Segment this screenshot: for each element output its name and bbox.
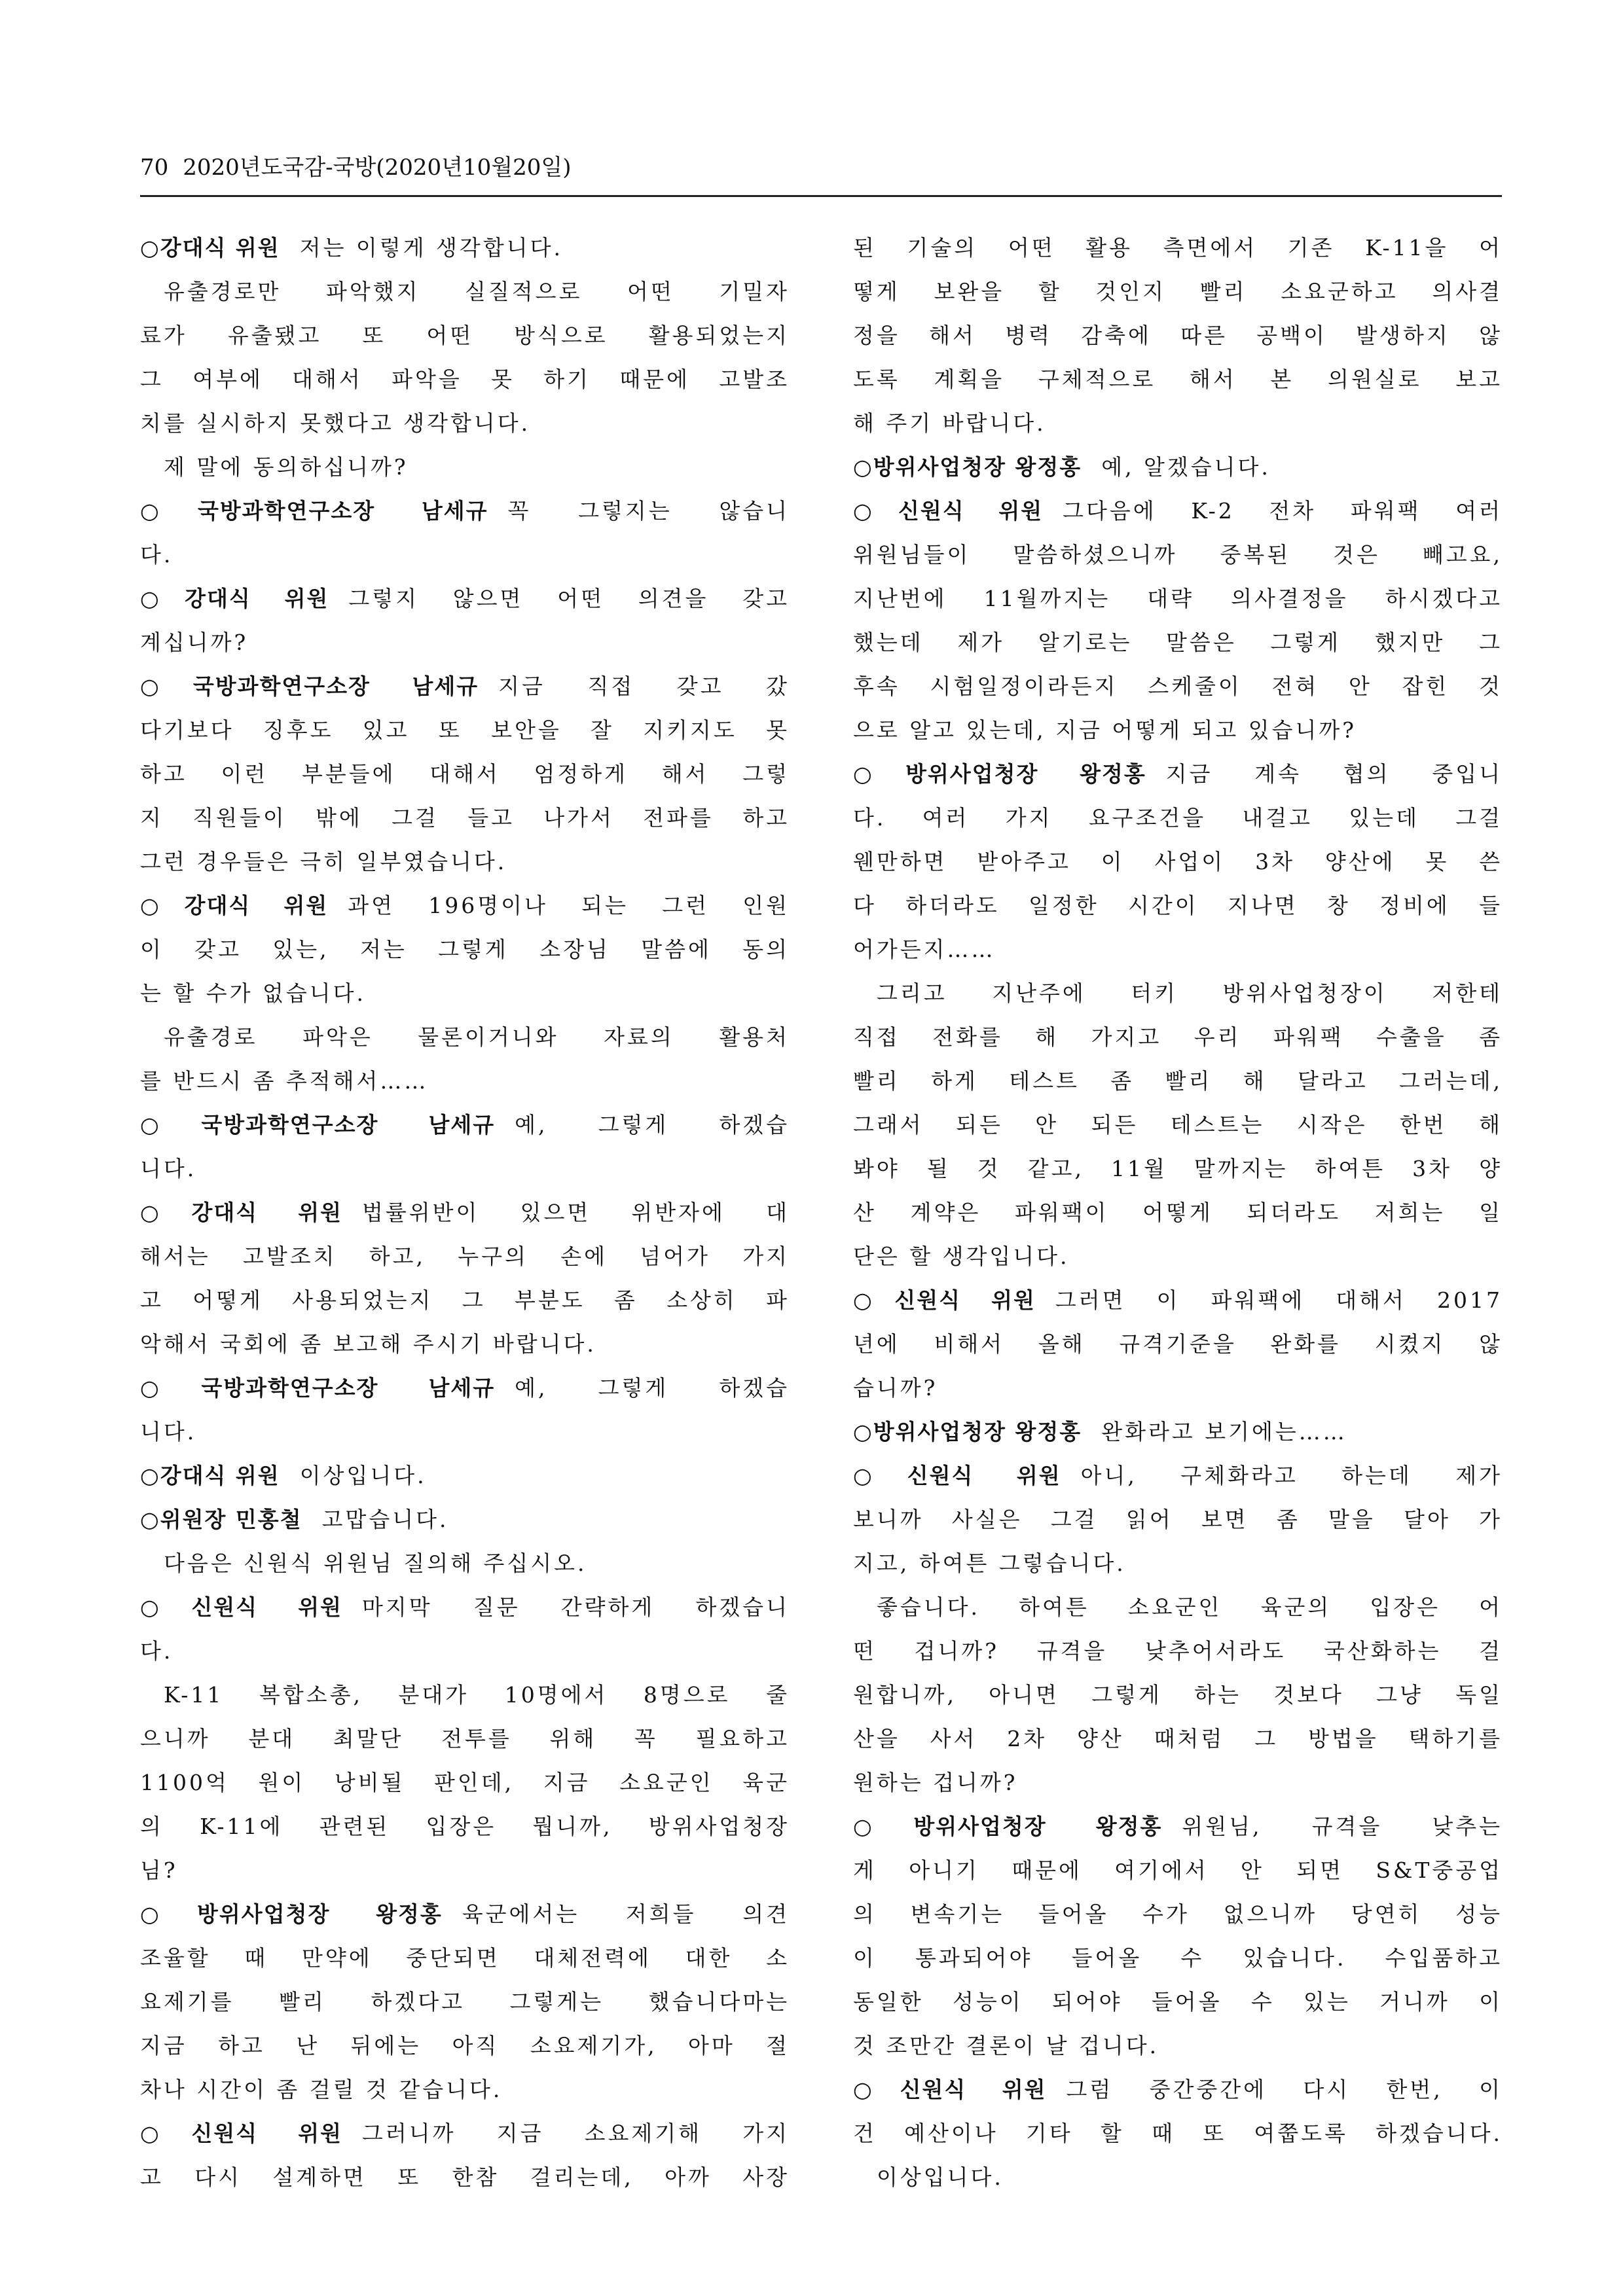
- line-text: 떻게 보완을 할 것인지 빨리 소요군하고 의사결: [853, 279, 1503, 304]
- line-text: 단은 할 생각입니다.: [853, 1244, 1070, 1269]
- line-text: 했는데 제가 알기로는 말씀은 그렇게 했지만 그: [853, 630, 1503, 655]
- line-text: 위원님, 규격을 낮추는: [1182, 1814, 1503, 1839]
- text-line: [853, 1629, 1503, 1673]
- text-line: [140, 1234, 790, 1278]
- text-line: [853, 1059, 1503, 1103]
- text-line: [853, 708, 1503, 752]
- line-text: 그럼 중간중간에 다시 한번, 이: [1066, 2077, 1503, 2102]
- speaker-name: ○강대식 위원: [140, 1200, 343, 1225]
- text-line: [140, 314, 790, 357]
- line-text: 차나 시간이 좀 걸릴 것 같습니다.: [140, 2077, 503, 2102]
- line-text: 다. 여러 가지 요구조건을 내걸고 있는데 그걸: [853, 805, 1503, 831]
- line-text: 과연 196명이나 되는 그런 인원: [348, 893, 790, 918]
- text-line: [853, 620, 1503, 664]
- text-line: [140, 884, 790, 927]
- text-line: [853, 270, 1503, 314]
- line-text: 원합니까, 아니면 그렇게 하는 것보다 그냥 독일: [853, 1682, 1503, 1708]
- line-text: 다기보다 징후도 있고 또 보안을 잘 지키지도 못: [140, 717, 790, 743]
- line-text: 님?: [140, 1857, 178, 1883]
- line-text: 니다.: [140, 1156, 197, 1181]
- text-line: [140, 1717, 790, 1761]
- text-line: [140, 270, 790, 314]
- text-line: [853, 1147, 1503, 1191]
- line-text: 이 통과되어야 들어올 수 있습니다. 수입품하고: [853, 1945, 1503, 1971]
- text-line: [140, 2111, 790, 2155]
- line-text: 웬만하면 받아주고 이 사업이 3차 양산에 못 쓴: [853, 849, 1503, 874]
- text-line: [140, 533, 790, 577]
- text-line: [140, 2024, 790, 2068]
- text-line: [140, 1103, 790, 1147]
- line-text: 그다음에 K-2 전차 파워팩 여러: [1063, 498, 1503, 524]
- speaker-name: ○신원식 위원: [140, 1594, 343, 1620]
- line-text: 습니까?: [853, 1375, 938, 1401]
- line-text: 를 반드시 좀 추적해서……: [140, 1068, 429, 1094]
- text-line: [140, 796, 790, 840]
- text-line: [140, 1629, 790, 1673]
- line-text: 예, 알겠습니다.: [1101, 454, 1271, 480]
- page-header: [140, 149, 571, 181]
- line-text: 다.: [140, 1638, 173, 1664]
- header-divider: [140, 195, 1502, 197]
- text-line: [140, 1673, 790, 1717]
- text-line: [853, 314, 1503, 357]
- speaker-name: ○방위사업청장 왕정홍: [853, 761, 1146, 787]
- text-line: [853, 884, 1503, 927]
- line-text: 보니까 사실은 그걸 읽어 보면 좀 말을 달아 가: [853, 1507, 1503, 1532]
- line-text: 으로 알고 있는데, 지금 어떻게 되고 있습니까?: [853, 717, 1357, 743]
- text-line: [853, 1322, 1503, 1366]
- text-line: [140, 1015, 790, 1059]
- line-text: 치를 실시하지 못했다고 생각합니다.: [140, 410, 531, 436]
- line-text: 이상입니다.: [877, 2164, 1004, 2190]
- text-line: [853, 1191, 1503, 1234]
- line-text: 빨리 하게 테스트 좀 빨리 해 달라고 그러는데,: [853, 1068, 1503, 1094]
- text-line: [853, 1234, 1503, 1278]
- line-text: 지고, 하여튼 그렇습니다.: [853, 1551, 1126, 1576]
- line-text: 아니, 구체화라고 하는데 제가: [1080, 1463, 1503, 1488]
- text-line: [140, 401, 790, 445]
- line-text: 해서는 고발조치 하고, 누구의 손에 넘어가 가지: [140, 1244, 790, 1269]
- line-text: 건 예산이나 기타 할 때 또 여쭙도록 하겠습니다.: [853, 2121, 1503, 2146]
- text-line: [140, 489, 790, 533]
- text-line: [853, 1585, 1503, 1629]
- line-text: 지난번에 11월까지는 대략 의사결정을 하시겠다고: [853, 586, 1503, 611]
- line-text: 이 갖고 있는, 저는 그렇게 소장님 말씀에 동의: [140, 937, 790, 962]
- text-line: [853, 357, 1503, 401]
- speaker-name: ○방위사업청장 왕정홍: [853, 1419, 1082, 1444]
- text-line: [853, 1892, 1503, 1936]
- line-text: 그러면 이 파워팩에 대해서 2017: [1055, 1287, 1503, 1313]
- line-text: 된 기술의 어떤 활용 측면에서 기존 K-11을 어: [853, 235, 1503, 260]
- line-text: 것 조만간 결론이 날 겁니다.: [853, 2033, 1159, 2058]
- speaker-name: ○국방과학연구소장 남세규: [140, 498, 488, 524]
- text-line: [853, 2111, 1503, 2155]
- text-line: [140, 577, 790, 620]
- speaker-name: ○강대식 위원: [140, 586, 329, 611]
- text-line: [140, 1410, 790, 1454]
- text-line: [853, 1717, 1503, 1761]
- line-text: 떤 겁니까? 규격을 낮추어서라도 국산화하는 걸: [853, 1638, 1503, 1664]
- text-line: [140, 1936, 790, 1980]
- speaker-name: ○신원식 위원: [853, 498, 1044, 524]
- text-line: [140, 752, 790, 796]
- line-text: 이상입니다.: [299, 1463, 427, 1488]
- text-line: [853, 577, 1503, 620]
- speaker-name: ○신원식 위원: [853, 1287, 1036, 1313]
- text-line: [140, 357, 790, 401]
- line-text: 정을 해서 병력 감축에 따른 공백이 발생하지 않: [853, 323, 1503, 348]
- text-line: [140, 1541, 790, 1585]
- right-column: [853, 226, 1503, 2199]
- line-text: 위원님들이 말씀하셨으니까 중복된 것은 빼고요,: [853, 542, 1503, 567]
- text-line: [140, 927, 790, 971]
- line-text: 좋습니다. 하여튼 소요군인 육군의 입장은 어: [877, 1594, 1503, 1620]
- text-line: [853, 1498, 1503, 1541]
- text-line: [140, 1498, 790, 1541]
- line-text: 지금 직접 갖고 갔: [498, 673, 790, 699]
- text-line: [140, 971, 790, 1015]
- line-text: 그렇지 않으면 어떤 의견을 갖고: [348, 586, 790, 611]
- line-text: 지금 하고 난 뒤에는 아직 소요제기가, 아마 절: [140, 2033, 790, 2058]
- line-text: 고 어떻게 사용되었는지 그 부분도 좀 소상히 파: [140, 1287, 790, 1313]
- speaker-name: ○국방과학연구소장 남세규: [140, 1375, 496, 1401]
- line-text: 해 주기 바랍니다.: [853, 410, 1046, 436]
- line-text: 마지막 질문 간략하게 하겠습니: [362, 1594, 790, 1620]
- text-line: [140, 1892, 790, 1936]
- text-line: [853, 533, 1503, 577]
- line-text: 의 K-11에 관련된 입장은 뭡니까, 방위사업청장: [140, 1814, 790, 1839]
- text-line: [853, 1936, 1503, 1980]
- text-line: [853, 1410, 1503, 1454]
- text-line: [853, 1015, 1503, 1059]
- speaker-name: ○신원식 위원: [853, 2077, 1047, 2102]
- speaker-name: ○국방과학연구소장 남세규: [140, 1112, 496, 1138]
- line-text: 요제기를 빨리 하겠다고 그렇게는 했습니다마는: [140, 1989, 790, 2015]
- text-line: [140, 1366, 790, 1410]
- line-text: 그래서 되든 안 되든 테스트는 시작은 한번 해: [853, 1112, 1503, 1138]
- line-text: 봐야 될 것 같고, 11월 말까지는 하여튼 3차 양: [853, 1156, 1503, 1181]
- line-text: 니다.: [140, 1419, 197, 1444]
- line-text: 육군에서는 저희들 의견: [462, 1901, 790, 1927]
- line-text: 원하는 겁니까?: [853, 1770, 1018, 1795]
- line-text: 법률위반이 있으면 위반자에 대: [362, 1200, 790, 1225]
- text-line: [140, 708, 790, 752]
- line-text: 는 할 수가 없습니다.: [140, 980, 366, 1006]
- text-line: [853, 1541, 1503, 1585]
- text-line: [140, 1278, 790, 1322]
- text-line: [140, 2155, 790, 2199]
- line-text: 지 직원들이 밖에 그걸 들고 나가서 전파를 하고: [140, 805, 790, 831]
- line-text: 게 아니기 때문에 여기에서 안 되면 S&T중공업: [853, 1857, 1503, 1883]
- line-text: 계십니까?: [140, 630, 249, 655]
- speaker-name: ○위원장 민홍철: [140, 1507, 302, 1532]
- speaker-name: ○방위사업청장 왕정홍: [853, 1814, 1163, 1839]
- speaker-name: ○강대식 위원: [140, 235, 280, 260]
- text-line: [140, 1322, 790, 1366]
- text-line: [853, 840, 1503, 884]
- line-text: 다음은 신원식 위원님 질의해 주십시오.: [164, 1551, 587, 1576]
- line-text: 산을 사서 2차 양산 때처럼 그 방법을 택하기를: [853, 1726, 1503, 1751]
- text-line: [140, 620, 790, 664]
- line-text: 고 다시 설계하면 또 한참 걸리는데, 아까 사장: [140, 2164, 790, 2190]
- speaker-name: ○방위사업청장 왕정홍: [140, 1901, 443, 1927]
- text-line: [140, 1454, 790, 1498]
- text-line: [853, 752, 1503, 796]
- text-line: [853, 1278, 1503, 1322]
- text-line: [853, 664, 1503, 708]
- line-text: 다 하더라도 일정한 시간이 지나면 창 정비에 들: [853, 893, 1503, 918]
- line-text: 그리고 지난주에 터키 방위사업청장이 저한테: [877, 980, 1503, 1006]
- text-line: [853, 401, 1503, 445]
- document-title: 2020년도국감-국방(2020년10월20일): [183, 154, 572, 181]
- line-text: 의 변속기는 들어올 수가 없으니까 당연히 성능: [853, 1901, 1503, 1927]
- line-text: 직접 전화를 해 가지고 우리 파워팩 수출을 좀: [853, 1024, 1503, 1050]
- text-line: [853, 1103, 1503, 1147]
- speaker-name: ○강대식 위원: [140, 893, 329, 918]
- text-line: [853, 1980, 1503, 2024]
- line-text: 악해서 국회에 좀 보고해 주시기 바랍니다.: [140, 1331, 596, 1357]
- text-line: [853, 1673, 1503, 1717]
- text-line: [140, 664, 790, 708]
- speaker-name: ○신원식 위원: [140, 2121, 343, 2146]
- text-line: [853, 971, 1503, 1015]
- line-text: 지금 계속 협의 중입니: [1165, 761, 1503, 787]
- line-text: 그 여부에 대해서 파악을 못 하기 때문에 고발조: [140, 367, 790, 392]
- text-line: [853, 1848, 1503, 1892]
- line-text: 꼭 그렇지는 않습니: [507, 498, 790, 524]
- line-text: 그러니까 지금 소요제기해 가지: [362, 2121, 790, 2146]
- text-line: [853, 796, 1503, 840]
- text-line: [853, 2068, 1503, 2111]
- speaker-name: ○방위사업청장 왕정홍: [853, 454, 1082, 480]
- text-line: [853, 226, 1503, 270]
- line-text: 조율할 때 만약에 중단되면 대체전력에 대한 소: [140, 1945, 790, 1971]
- text-line: [853, 1366, 1503, 1410]
- page-number: 70: [140, 154, 169, 181]
- speaker-name: ○강대식 위원: [140, 1463, 280, 1488]
- line-text: 제 말에 동의하십니까?: [164, 454, 409, 480]
- text-line: [140, 1147, 790, 1191]
- text-line: [140, 1585, 790, 1629]
- text-line: [140, 1761, 790, 1804]
- line-text: 산 계약은 파워팩이 어떻게 되더라도 저희는 일: [853, 1200, 1503, 1225]
- line-text: 다.: [140, 542, 173, 567]
- line-text: 저는 이렇게 생각합니다.: [299, 235, 563, 260]
- line-text: 으니까 분대 최말단 전투를 위해 꼭 필요하고: [140, 1726, 790, 1751]
- text-line: [853, 2155, 1503, 2199]
- text-line: [140, 1191, 790, 1234]
- line-text: K-11 복합소총, 분대가 10명에서 8명으로 줄: [164, 1682, 790, 1708]
- text-line: [140, 226, 790, 270]
- line-text: 동일한 성능이 되어야 들어올 수 있는 거니까 이: [853, 1989, 1503, 2015]
- speaker-name: ○신원식 위원: [853, 1463, 1061, 1488]
- text-line: [853, 1804, 1503, 1848]
- line-text: 그런 경우들은 극히 일부였습니다.: [140, 849, 507, 874]
- line-text: 완화라고 보기에는……: [1101, 1419, 1347, 1444]
- text-line: [853, 2024, 1503, 2068]
- line-text: 예, 그렇게 하겠습: [515, 1375, 790, 1401]
- line-text: 료가 유출됐고 또 어떤 방식으로 활용되었는지: [140, 323, 790, 348]
- text-line: [853, 445, 1503, 489]
- text-line: [853, 927, 1503, 971]
- line-text: 1100억 원이 낭비될 판인데, 지금 소요군인 육군: [140, 1770, 790, 1795]
- text-line: [140, 1804, 790, 1848]
- text-line: [140, 1059, 790, 1103]
- text-line: [140, 1848, 790, 1892]
- line-text: 고맙습니다.: [321, 1507, 449, 1532]
- line-text: 년에 비해서 올해 규격기준을 완화를 시켰지 않: [853, 1331, 1503, 1357]
- line-text: 예, 그렇게 하겠습: [515, 1112, 790, 1138]
- left-column: [140, 226, 790, 2199]
- text-line: [140, 840, 790, 884]
- line-text: 도록 계획을 구체적으로 해서 본 의원실로 보고: [853, 367, 1503, 392]
- text-line: [140, 1980, 790, 2024]
- text-line: [140, 445, 790, 489]
- line-text: 유출경로 파악은 물론이거니와 자료의 활용처: [164, 1024, 790, 1050]
- text-line: [140, 2068, 790, 2111]
- line-text: 하고 이런 부분들에 대해서 엄정하게 해서 그렇: [140, 761, 790, 787]
- text-line: [853, 1454, 1503, 1498]
- line-text: 후속 시험일정이라든지 스케줄이 전혀 안 잡힌 것: [853, 673, 1503, 699]
- text-line: [853, 1761, 1503, 1804]
- speaker-name: ○국방과학연구소장 남세규: [140, 673, 479, 699]
- line-text: 어가든지……: [853, 937, 996, 962]
- line-text: 유출경로만 파악했지 실질적으로 어떤 기밀자: [164, 279, 790, 304]
- text-line: [853, 489, 1503, 533]
